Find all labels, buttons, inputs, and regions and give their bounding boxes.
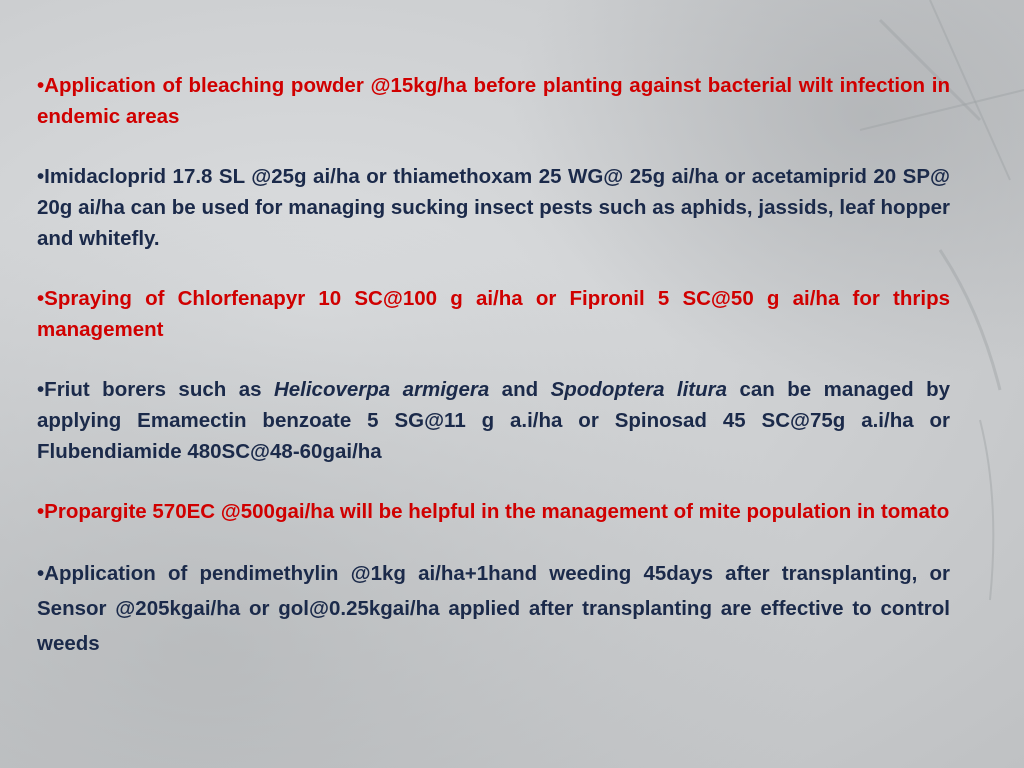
bullet-text: •Friut borers such as <box>37 378 274 401</box>
bullet-item <box>37 283 950 345</box>
bullet-item <box>37 496 950 527</box>
bullet-text: •Application of bleaching powder @15kg/ha before planting against bacterial wilt infection in endemic areas <box>37 74 950 128</box>
bullet-item <box>37 161 950 254</box>
bullet-text: •Imidacloprid 17.8 SL @25g ai/ha or thiamethoxam 25 WG@ 25g ai/ha or acetamiprid 20 SP@ 20g ai/ha can be used for managing sucking insect pests such as aphids, jassids, leaf hopper and whitefly. <box>37 165 950 250</box>
bullet-item <box>37 70 950 132</box>
bullet-list <box>37 70 950 690</box>
bullet-text: can be managed by applying Emamectin benzoate 5 SG@11 g a.i/ha or Spinosad 45 SC@75g a.i/ha or Flubendiamide 480SC@48-60gai/ha <box>37 378 950 463</box>
bullet-text: •Propargite 570EC @500gai/ha will be helpful in the management of mite population in tomato <box>37 500 950 523</box>
bullet-text: and <box>489 378 551 401</box>
species-name: Helicoverpa armigera <box>273 378 490 401</box>
species-name: Spodoptera litura <box>550 378 728 401</box>
bullet-text: •Spraying of Chlorfenapyr 10 SC@100 g ai/ha or Fipronil 5 SC@50 g ai/ha for thrips management <box>37 287 950 341</box>
bullet-item <box>37 374 950 467</box>
bullet-text: •Application of pendimethylin @1kg ai/ha+1hand weeding 45days after transplanting, or Sensor @205kgai/ha or gol@0.25kgai/ha applied after transplanting are effective to control weeds <box>37 562 950 655</box>
bullet-item <box>37 556 950 661</box>
